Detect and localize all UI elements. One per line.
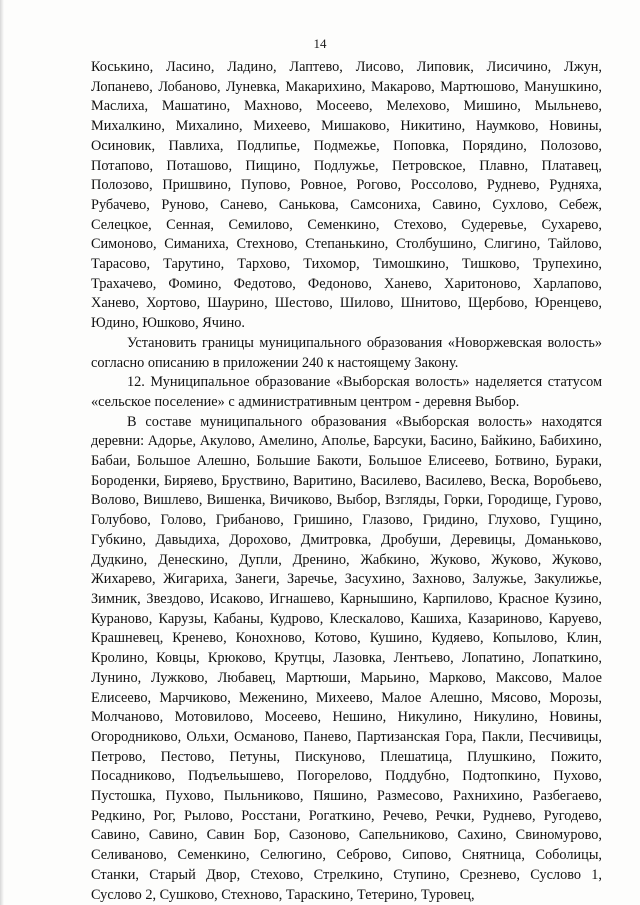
document-body	[91, 58, 602, 905]
boundary-paragraph: Установить границы муниципального образования «Новоржевская волость» согласно описанию в приложении 240 к настоящему Закону.	[91, 334, 602, 371]
article-12-paragraph: 12. Муниципальное образование «Выборская волость» наделяется статусом «сельское поселение» с административным центром - деревня Выбор.	[91, 374, 602, 410]
page-number: 14	[313, 36, 327, 51]
scan-edge	[0, 0, 4, 905]
village-list-novorzhev: Коськино, Ласино, Ладино, Лаптево, Лисово, Липовик, Лисичино, Лжун, Лопанево, Лобаново, Луневка, Макарихино, Макарово, Мартюшово, Манушкино, Маслиха, Машатино, Махново, Мосеево, Мелехово, Мишино, Мыльнево, Михалкино, Михалино, Михеево, Мишаково, Никитино, Наумково, Новины, Осиновик, Павлиха, Подлипье, Подмежье, Поповка, Порядино, Полозово, Потапово, Поташово, Пищино, Подлужье, Петровское, Плавно, Платавец, Полозово, Пришвино, Пупово, Ровное, Рогово, Россолово, Руднево, Рудняха, Рубачево, Руново, Санево, Санькова, Самсониха, Савино, Сухлово, Себеж, Селецкое, Сенная, Семилово, Семенкино, Стехово, Судеревье, Сухарево, Симоново, Симаниха, Стехново, Степанькино, Столбушино, Слигино, Тайлово, Тарасово, Тарутино, Тархово, Тихомор, Тимошкино, Тишково, Трупехино, Трахачево, Фомино, Федотово, Федоново, Ханево, Харитоново, Харлапово, Ханево, Хортово, Шаурино, Шестово, Шилово, Шнитово, Щербово, Юренцево, Юдино, Юшково, Ячино.	[91, 59, 602, 332]
village-list-vybor: В составе муниципального образования «Выборская волость» находятся деревни: Адорье, Акулово, Амелино, Аполье, Барсуки, Басино, Байкино, Бабихино, Бабаи, Большое Алешно, Большие Бакоти, Большое Елисеево, Ботвино, Бураки, Бороденки, Биряево, Бруствино, Варитино, Василево, Василево, Веска, Воробьево, Волово, Вишлево, Вишенка, Вичиково, Выбор, Взгляды, Горки, Городище, Гурово, Голубово, Голово, Грибаново, Гришино, Глазово, Гридино, Глухово, Гущино, Губкино, Давыдиха, Дорохово, Дмитровка, Дробуши, Деревицы, Доманьково, Дудкино, Денескино, Дупли, Дренино, Жабкино, Жуково, Жуково, Жуково, Жихарево, Жигариха, Занеги, Заречье, Засухино, Захново, Залужье, Закулижье, Зимник, Звездово, Исаково, Игнашево, Карнышино, Карпилово, Красное Кузино, Кураново, Карузы, Кабаны, Кудрово, Клескалово, Кашиха, Казариново, Каруево, Крашневец, Кренево, Конохново, Котово, Кушино, Кудяево, Копылово, Клин, Кролино, Ковцы, Крюково, Крутцы, Лазовка, Лентьево, Лопатино, Лопаткино, Лунино, Лужково, Любавец, Мартюши, Марьино, Марково, Максово, Малое Елисеево, Марчиково, Меженино, Михеево, Малое Алешно, Мясово, Морозы, Молчаново, Мотовилово, Мосеево, Нешино, Никулино, Никулино, Новины, Огородниково, Ольхи, Османово, Панево, Партизанская Гора, Пакли, Песчивицы, Петрово, Пестово, Петуны, Пискуново, Плешатица, Плушкино, Пожито, Посадниково, Подъельышево, Погорелово, Поддубно, Подтопкино, Пухово, Пустошка, Пухово, Пыльниково, Пяшино, Размесово, Рахнихино, Разбегаево, Редкино, Рог, Рылово, Росстани, Рогаткино, Речево, Речки, Руднево, Ругодево, Савино, Савино, Савин Бор, Сазоново, Сапельниково, Сахино, Свиномурово, Селиваново, Семенкино, Селюгино, Себрово, Сипово, Снятница, Соболицы, Станки, Старый Двор, Стехово, Стрелкино, Ступино, Срезнево, Суслово 1, Суслово 2, Сушково, Стехново, Тараскино, Тетерино, Туровец,	[91, 413, 602, 903]
